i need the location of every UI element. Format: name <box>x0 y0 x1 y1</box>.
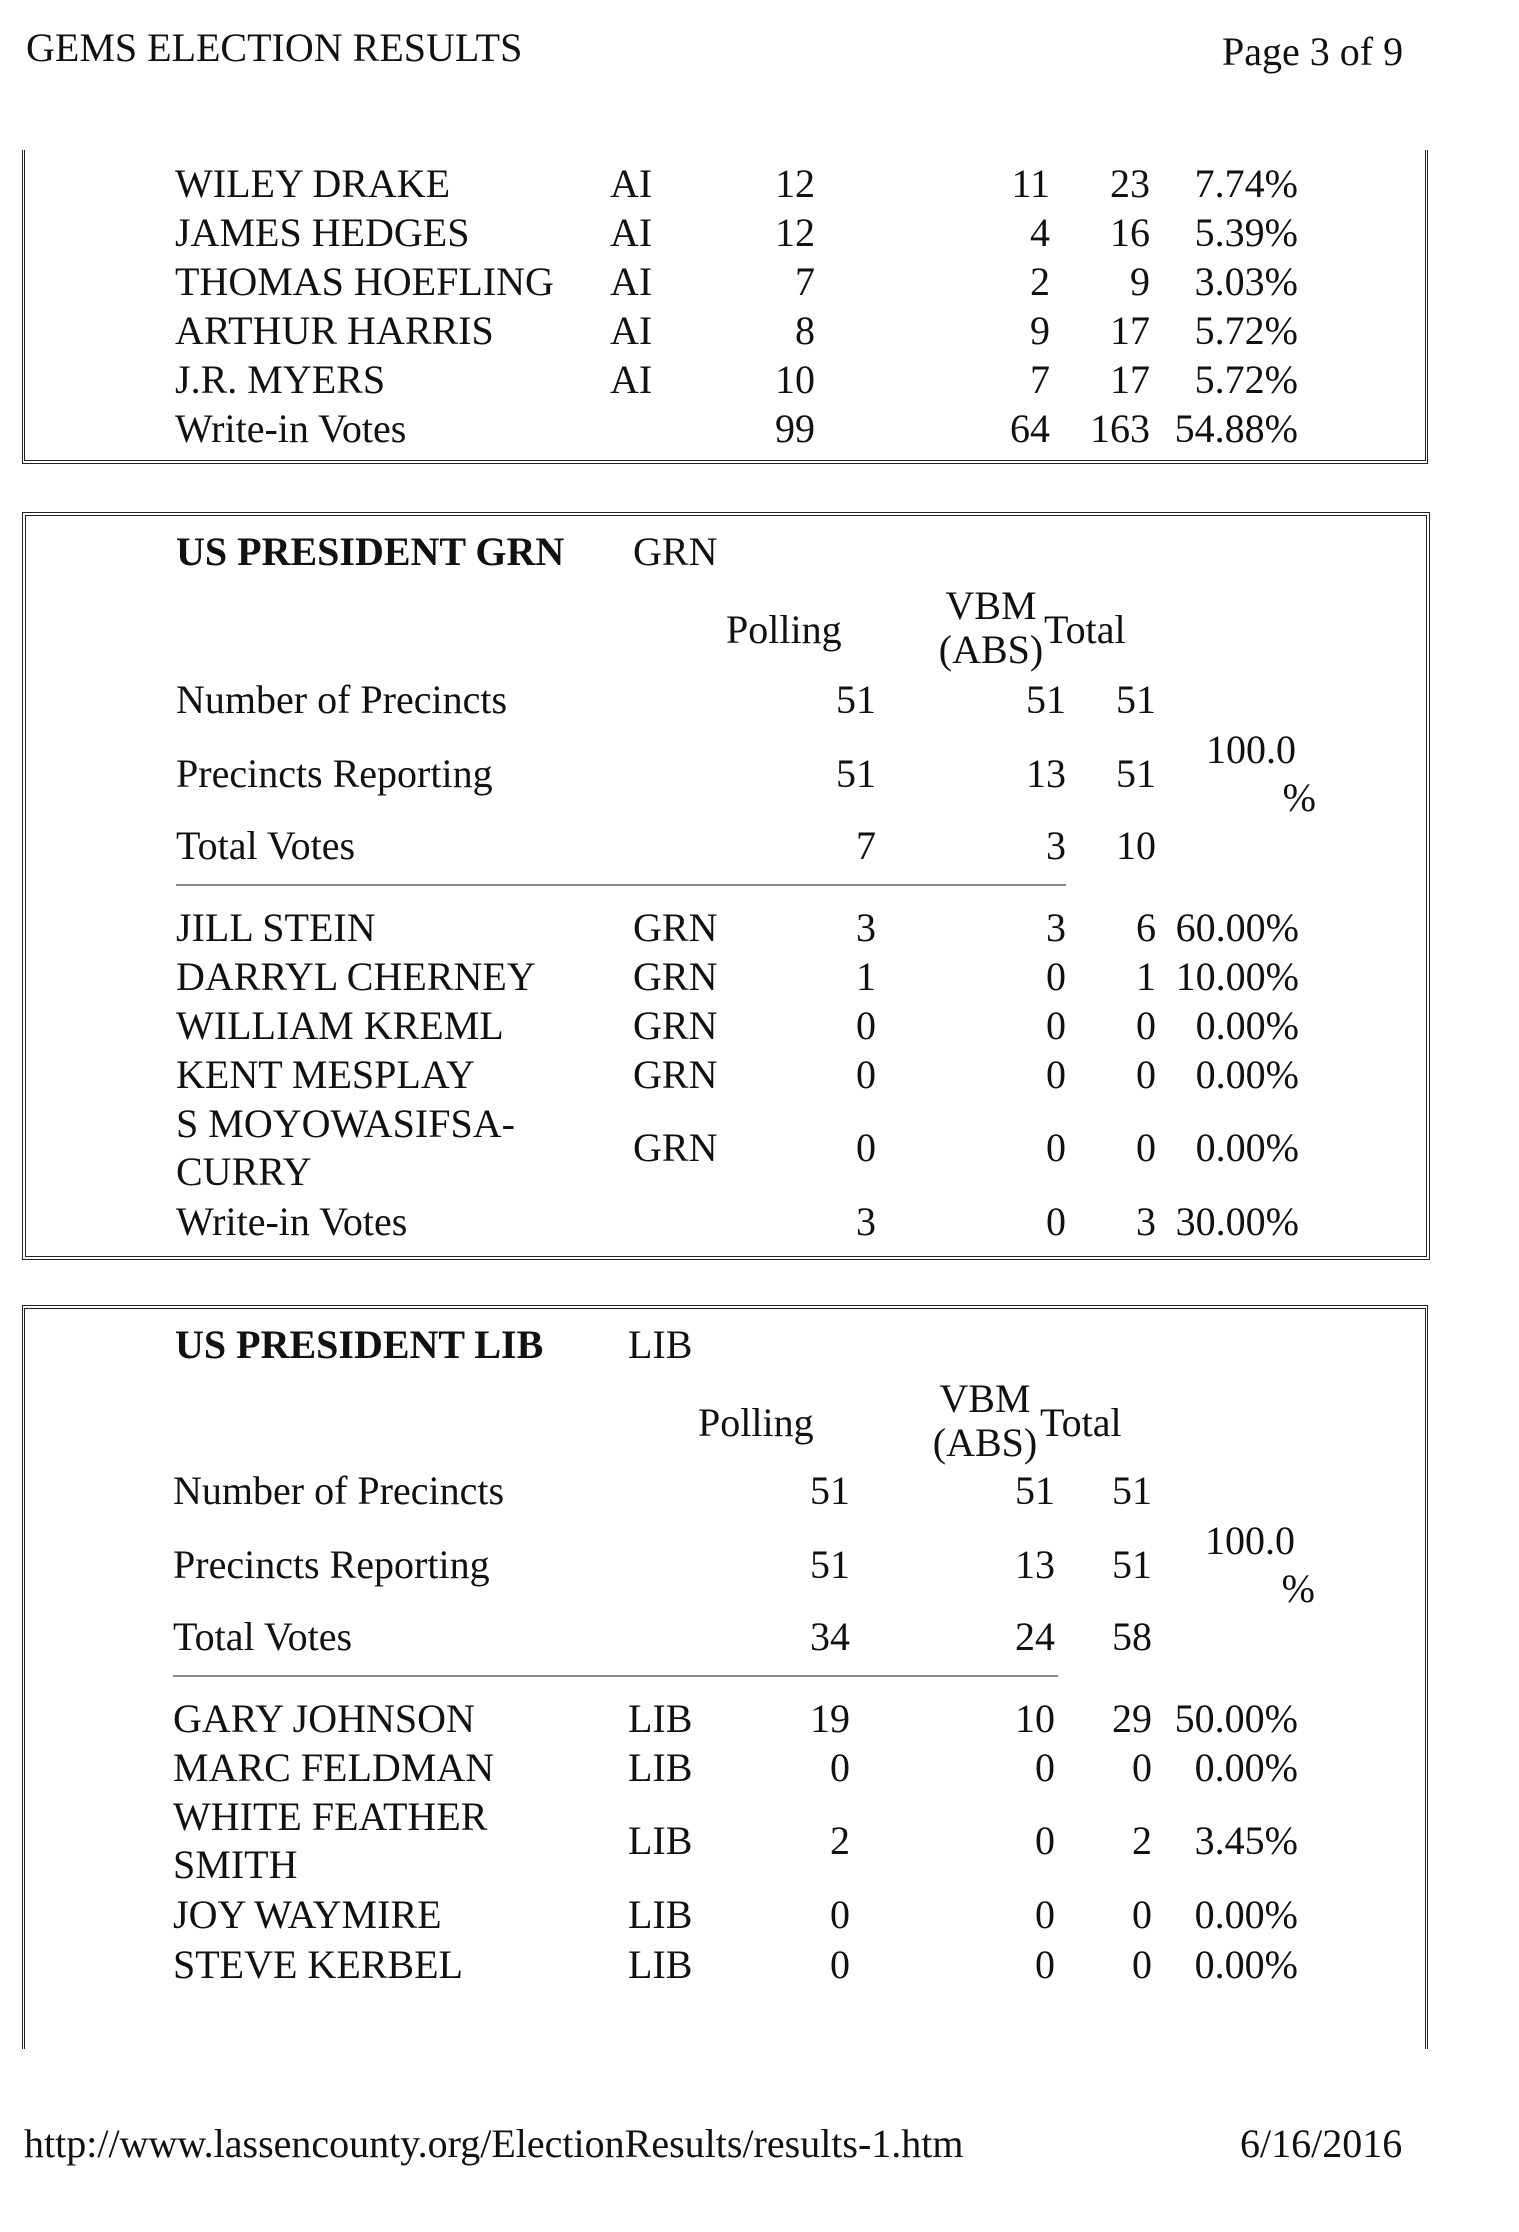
candidate-name-line1: WHITE FEATHER <box>173 1794 488 1839</box>
polling-value: 0 <box>830 1892 850 1937</box>
polling-value: 0 <box>830 1942 850 1987</box>
percent-reporting <box>1186 726 1316 822</box>
stats-row <box>25 1517 1425 1617</box>
document-title: GEMS ELECTION RESULTS <box>26 25 523 70</box>
total-value: 51 <box>1116 751 1156 796</box>
col-total: Total <box>1044 607 1126 652</box>
percent-value: 3.03% <box>1194 259 1298 304</box>
total-value: 9 <box>1130 259 1150 304</box>
table-row <box>25 356 1425 406</box>
party: GRN <box>633 1125 718 1170</box>
vbm-value: 0 <box>1046 1125 1066 1170</box>
party: GRN <box>633 905 718 950</box>
vbm-value: 4 <box>1030 210 1050 255</box>
polling-value: 12 <box>775 161 815 206</box>
table-row <box>26 1198 1426 1248</box>
table-row <box>25 1695 1425 1745</box>
total-value: 23 <box>1110 161 1150 206</box>
section-title: US PRESIDENT GRN <box>176 529 565 574</box>
polling-value: 2 <box>830 1818 850 1863</box>
percent-value: 0.00% <box>1194 1942 1298 1987</box>
vbm-value: 2 <box>1030 259 1050 304</box>
candidate-name: ARTHUR HARRIS <box>175 308 494 353</box>
polling-value: 1 <box>856 954 876 999</box>
col-vbm-line1: VBM <box>945 583 1037 628</box>
col-vbm-line2: (ABS) <box>932 1420 1038 1465</box>
stat-label: Precincts Reporting <box>176 751 493 796</box>
table-row <box>25 1891 1425 1941</box>
total-value: 0 <box>1136 1125 1156 1170</box>
percent-value: 7.74% <box>1194 161 1298 206</box>
candidate-name <box>176 1100 515 1196</box>
total-value: 17 <box>1110 357 1150 402</box>
table-row <box>25 209 1425 259</box>
total-value: 0 <box>1136 1052 1156 1097</box>
table-row <box>25 258 1425 308</box>
total-value: 163 <box>1090 406 1150 451</box>
table-row <box>26 1002 1426 1052</box>
vbm-value: 0 <box>1046 954 1066 999</box>
total-value: 16 <box>1110 210 1150 255</box>
table-row <box>25 160 1425 210</box>
table-row <box>25 307 1425 357</box>
col-vbm-line2: (ABS) <box>938 627 1044 672</box>
percent-reporting-value: 100.0 <box>1205 1518 1295 1563</box>
polling-value: 51 <box>836 751 876 796</box>
table-row <box>26 1100 1426 1200</box>
percent-value: 5.39% <box>1194 210 1298 255</box>
vbm-value: 7 <box>1030 357 1050 402</box>
candidate-name: J.R. MYERS <box>175 357 386 402</box>
col-polling: Polling <box>726 607 842 652</box>
percent-value: 0.00% <box>1194 1745 1298 1790</box>
party: GRN <box>633 954 718 999</box>
col-total: Total <box>1040 1400 1122 1445</box>
percent-value: 10.00% <box>1175 954 1299 999</box>
polling-value: 0 <box>856 1052 876 1097</box>
polling-value: 99 <box>775 406 815 451</box>
candidate-name <box>173 1793 487 1889</box>
candidate-name: WILLIAM KREML <box>176 1003 504 1048</box>
candidate-name: WILEY DRAKE <box>175 161 451 206</box>
section-title-row <box>26 528 1426 578</box>
vbm-value: 24 <box>1015 1614 1055 1659</box>
col-vbm <box>910 1377 1060 1465</box>
polling-value: 51 <box>836 677 876 722</box>
vbm-value: 0 <box>1035 1745 1055 1790</box>
party: AI <box>610 357 653 402</box>
party: GRN <box>633 1052 718 1097</box>
party: GRN <box>633 1003 718 1048</box>
vbm-value: 0 <box>1046 1052 1066 1097</box>
section-party: LIB <box>628 1322 693 1367</box>
stats-row <box>26 676 1426 726</box>
candidate-name-line2: SMITH <box>173 1842 298 1887</box>
party: LIB <box>628 1892 693 1937</box>
table-row <box>25 1744 1425 1794</box>
stat-label: Number of Precincts <box>173 1468 505 1513</box>
total-value: 17 <box>1110 308 1150 353</box>
polling-value: 0 <box>830 1745 850 1790</box>
vbm-value: 51 <box>1026 677 1066 722</box>
vbm-value: 0 <box>1035 1942 1055 1987</box>
stats-row <box>26 726 1426 826</box>
total-value: 10 <box>1116 823 1156 868</box>
vbm-value: 0 <box>1046 1003 1066 1048</box>
polling-value: 3 <box>856 1199 876 1244</box>
vbm-value: 0 <box>1035 1892 1055 1937</box>
section-title: US PRESIDENT LIB <box>175 1322 544 1367</box>
vbm-value: 13 <box>1026 751 1066 796</box>
stats-row <box>25 1613 1425 1663</box>
vbm-value: 9 <box>1030 308 1050 353</box>
stats-row <box>25 1467 1425 1517</box>
column-header-row <box>26 578 1426 678</box>
polling-value: 8 <box>795 308 815 353</box>
divider <box>173 1675 1058 1677</box>
polling-value: 7 <box>856 823 876 868</box>
candidate-name: THOMAS HOEFLING <box>175 259 554 304</box>
polling-value: 19 <box>810 1696 850 1741</box>
footer-url[interactable]: http://www.lassencounty.org/ElectionResults/results-1.htm <box>24 2121 964 2166</box>
party: LIB <box>628 1942 693 1987</box>
lib-results-box <box>22 1305 1428 2049</box>
total-value: 2 <box>1132 1818 1152 1863</box>
percent-reporting-sign: % <box>1282 775 1316 820</box>
stat-label: Number of Precincts <box>176 677 508 722</box>
table-row <box>26 953 1426 1003</box>
vbm-value: 3 <box>1046 905 1066 950</box>
candidate-name: Write-in Votes <box>176 1199 408 1244</box>
total-value: 58 <box>1112 1614 1152 1659</box>
stat-label: Total Votes <box>176 823 356 868</box>
percent-reporting <box>1185 1517 1315 1613</box>
candidate-name: STEVE KERBEL <box>173 1942 463 1987</box>
polling-value: 0 <box>856 1125 876 1170</box>
total-value: 6 <box>1136 905 1156 950</box>
party: LIB <box>628 1696 693 1741</box>
percent-value: 5.72% <box>1194 357 1298 402</box>
candidate-name: JILL STEIN <box>176 905 376 950</box>
party: AI <box>610 210 653 255</box>
candidate-name: KENT MESPLAY <box>176 1052 475 1097</box>
percent-value: 3.45% <box>1194 1818 1298 1863</box>
section-party: GRN <box>633 529 718 574</box>
candidate-name: JOY WAYMIRE <box>173 1892 442 1937</box>
footer-date: 6/16/2016 <box>1240 2121 1403 2166</box>
section-title-row <box>25 1321 1425 1371</box>
table-row <box>26 904 1426 954</box>
total-value: 0 <box>1132 1745 1152 1790</box>
table-row <box>25 1941 1425 1991</box>
percent-value: 0.00% <box>1195 1052 1299 1097</box>
total-value: 29 <box>1112 1696 1152 1741</box>
stats-row <box>26 822 1426 872</box>
col-vbm-line1: VBM <box>939 1376 1031 1421</box>
stat-label: Precincts Reporting <box>173 1542 490 1587</box>
polling-value: 0 <box>856 1003 876 1048</box>
candidate-name: Write-in Votes <box>175 406 407 451</box>
percent-value: 0.00% <box>1195 1003 1299 1048</box>
stat-label: Total Votes <box>173 1614 353 1659</box>
vbm-value: 10 <box>1015 1696 1055 1741</box>
polling-value: 10 <box>775 357 815 402</box>
vbm-value: 13 <box>1015 1542 1055 1587</box>
party: AI <box>610 161 653 206</box>
percent-value: 60.00% <box>1175 905 1299 950</box>
table-row <box>25 405 1425 455</box>
percent-reporting-sign: % <box>1281 1566 1315 1611</box>
total-value: 1 <box>1136 954 1156 999</box>
polling-value: 7 <box>795 259 815 304</box>
polling-value: 12 <box>775 210 815 255</box>
total-value: 0 <box>1132 1892 1152 1937</box>
vbm-value: 3 <box>1046 823 1066 868</box>
polling-value: 3 <box>856 905 876 950</box>
candidate-name-line2: CURRY <box>176 1149 312 1194</box>
party: AI <box>610 308 653 353</box>
total-value: 3 <box>1136 1199 1156 1244</box>
party: LIB <box>628 1745 693 1790</box>
vbm-value: 11 <box>1011 161 1050 206</box>
col-polling: Polling <box>698 1400 814 1445</box>
candidate-name-line1: S MOYOWASIFSA- <box>176 1101 515 1146</box>
vbm-value: 51 <box>1015 1468 1055 1513</box>
total-value: 51 <box>1112 1468 1152 1513</box>
percent-reporting-value: 100.0 <box>1206 727 1296 772</box>
vbm-value: 0 <box>1035 1818 1055 1863</box>
vbm-value: 0 <box>1046 1199 1066 1244</box>
party: AI <box>610 259 653 304</box>
table-row <box>25 1793 1425 1893</box>
polling-value: 51 <box>810 1468 850 1513</box>
vbm-value: 64 <box>1010 406 1050 451</box>
total-value: 51 <box>1116 677 1156 722</box>
total-value: 0 <box>1132 1942 1152 1987</box>
total-value: 0 <box>1136 1003 1156 1048</box>
party: LIB <box>628 1818 693 1863</box>
total-value: 51 <box>1112 1542 1152 1587</box>
percent-value: 54.88% <box>1174 406 1298 451</box>
percent-value: 0.00% <box>1195 1125 1299 1170</box>
candidate-name: DARRYL CHERNEY <box>176 954 536 999</box>
percent-value: 0.00% <box>1194 1892 1298 1937</box>
ai-results-box <box>22 150 1428 464</box>
percent-value: 50.00% <box>1174 1696 1298 1741</box>
percent-value: 30.00% <box>1175 1199 1299 1244</box>
candidate-name: JAMES HEDGES <box>175 210 470 255</box>
candidate-name: MARC FELDMAN <box>173 1745 495 1790</box>
percent-value: 5.72% <box>1194 308 1298 353</box>
grn-results-box <box>22 512 1430 1260</box>
candidate-name: GARY JOHNSON <box>173 1696 475 1741</box>
polling-value: 34 <box>810 1614 850 1659</box>
column-header-row <box>25 1371 1425 1471</box>
page-number: Page 3 of 9 <box>1222 29 1404 74</box>
table-row <box>26 1051 1426 1101</box>
polling-value: 51 <box>810 1542 850 1587</box>
divider <box>176 884 1066 886</box>
